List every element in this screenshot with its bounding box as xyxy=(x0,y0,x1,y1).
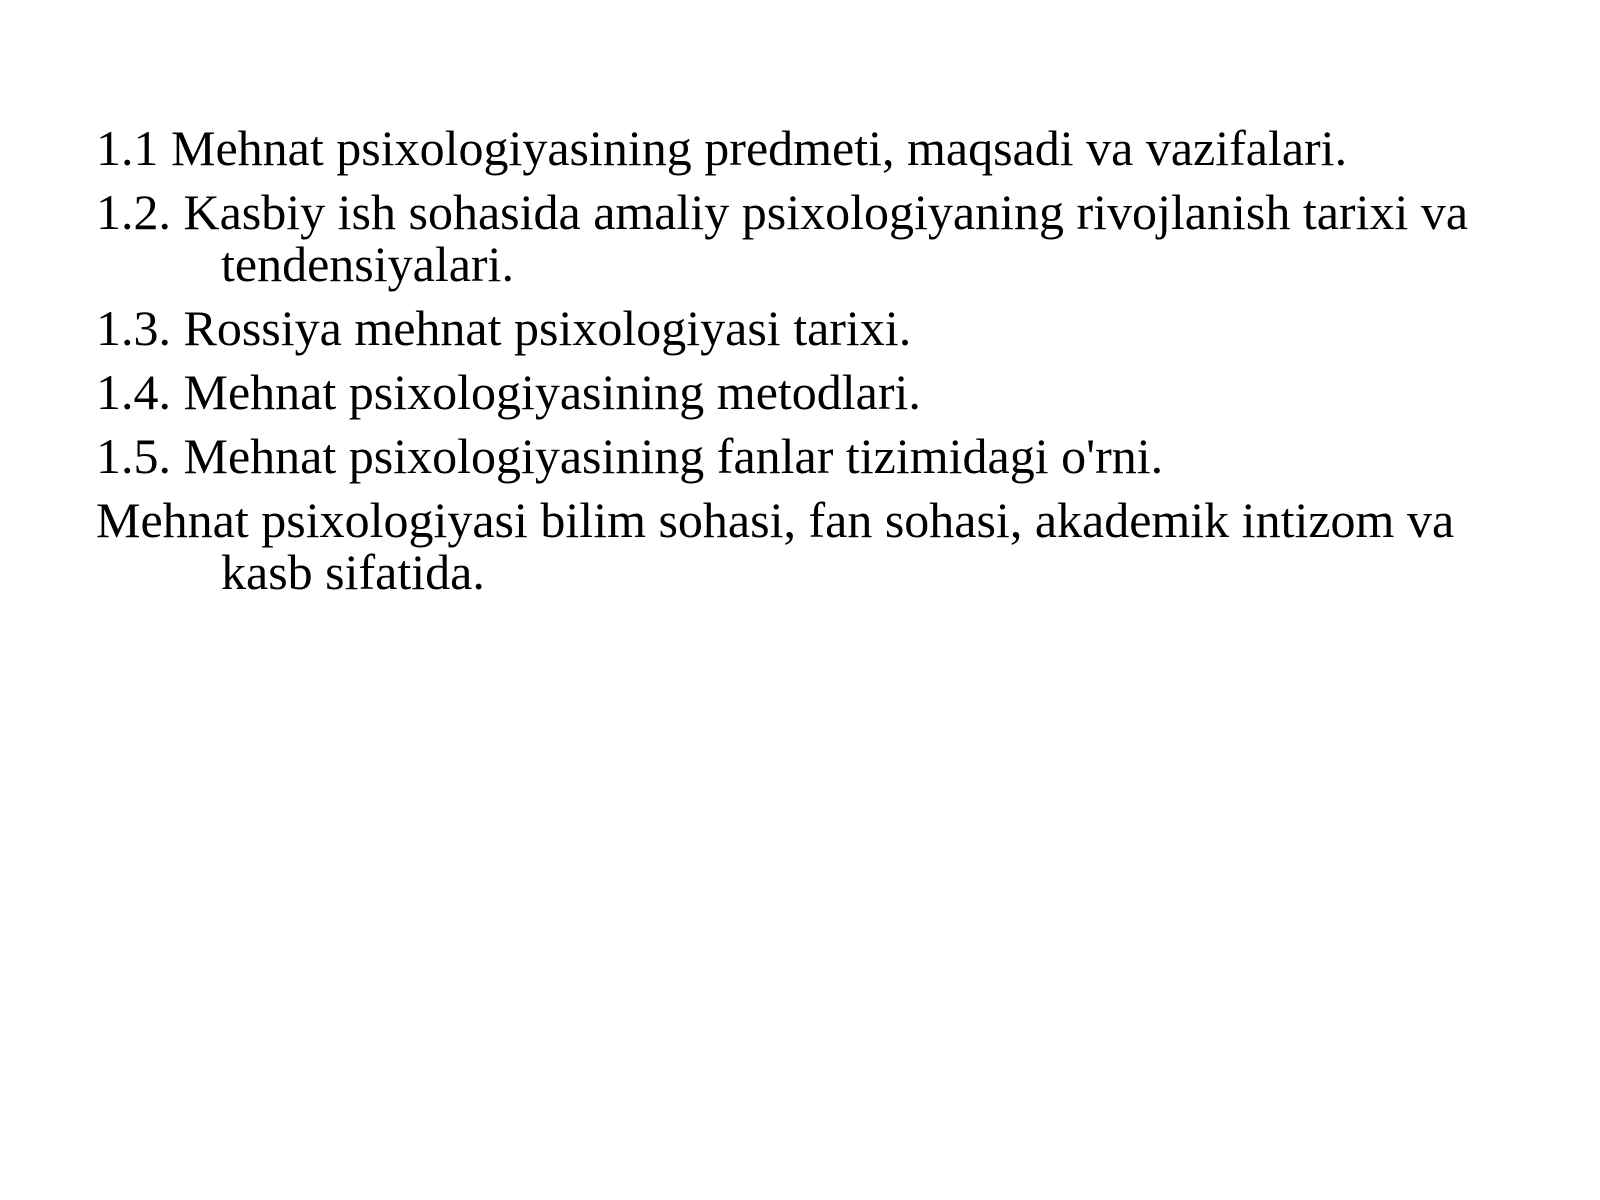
list-item-1-3: 1.3. Rossiya mehnat psixologiyasi tarixi. xyxy=(96,300,912,356)
slide-content xyxy=(96,122,1536,610)
list-item-1-2: 1.2. Kasbiy ish sohasida amaliy psixologiyaning rivojlanish tarixi va tendensiyalari. xyxy=(96,184,1469,292)
list-item-1-5: 1.5. Mehnat psixologiyasining fanlar tizimidagi o'rni. xyxy=(96,428,1164,484)
list-item-1-4: 1.4. Mehnat psixologiyasining metodlari. xyxy=(96,364,921,420)
list-item-summary: Mehnat psixologiyasi bilim sohasi, fan sohasi, akademik intizom va kasb sifatida. xyxy=(96,492,1455,600)
list-item-1-1: 1.1 Mehnat psixologiyasining predmeti, maqsadi va vazifalari. xyxy=(96,120,1348,176)
